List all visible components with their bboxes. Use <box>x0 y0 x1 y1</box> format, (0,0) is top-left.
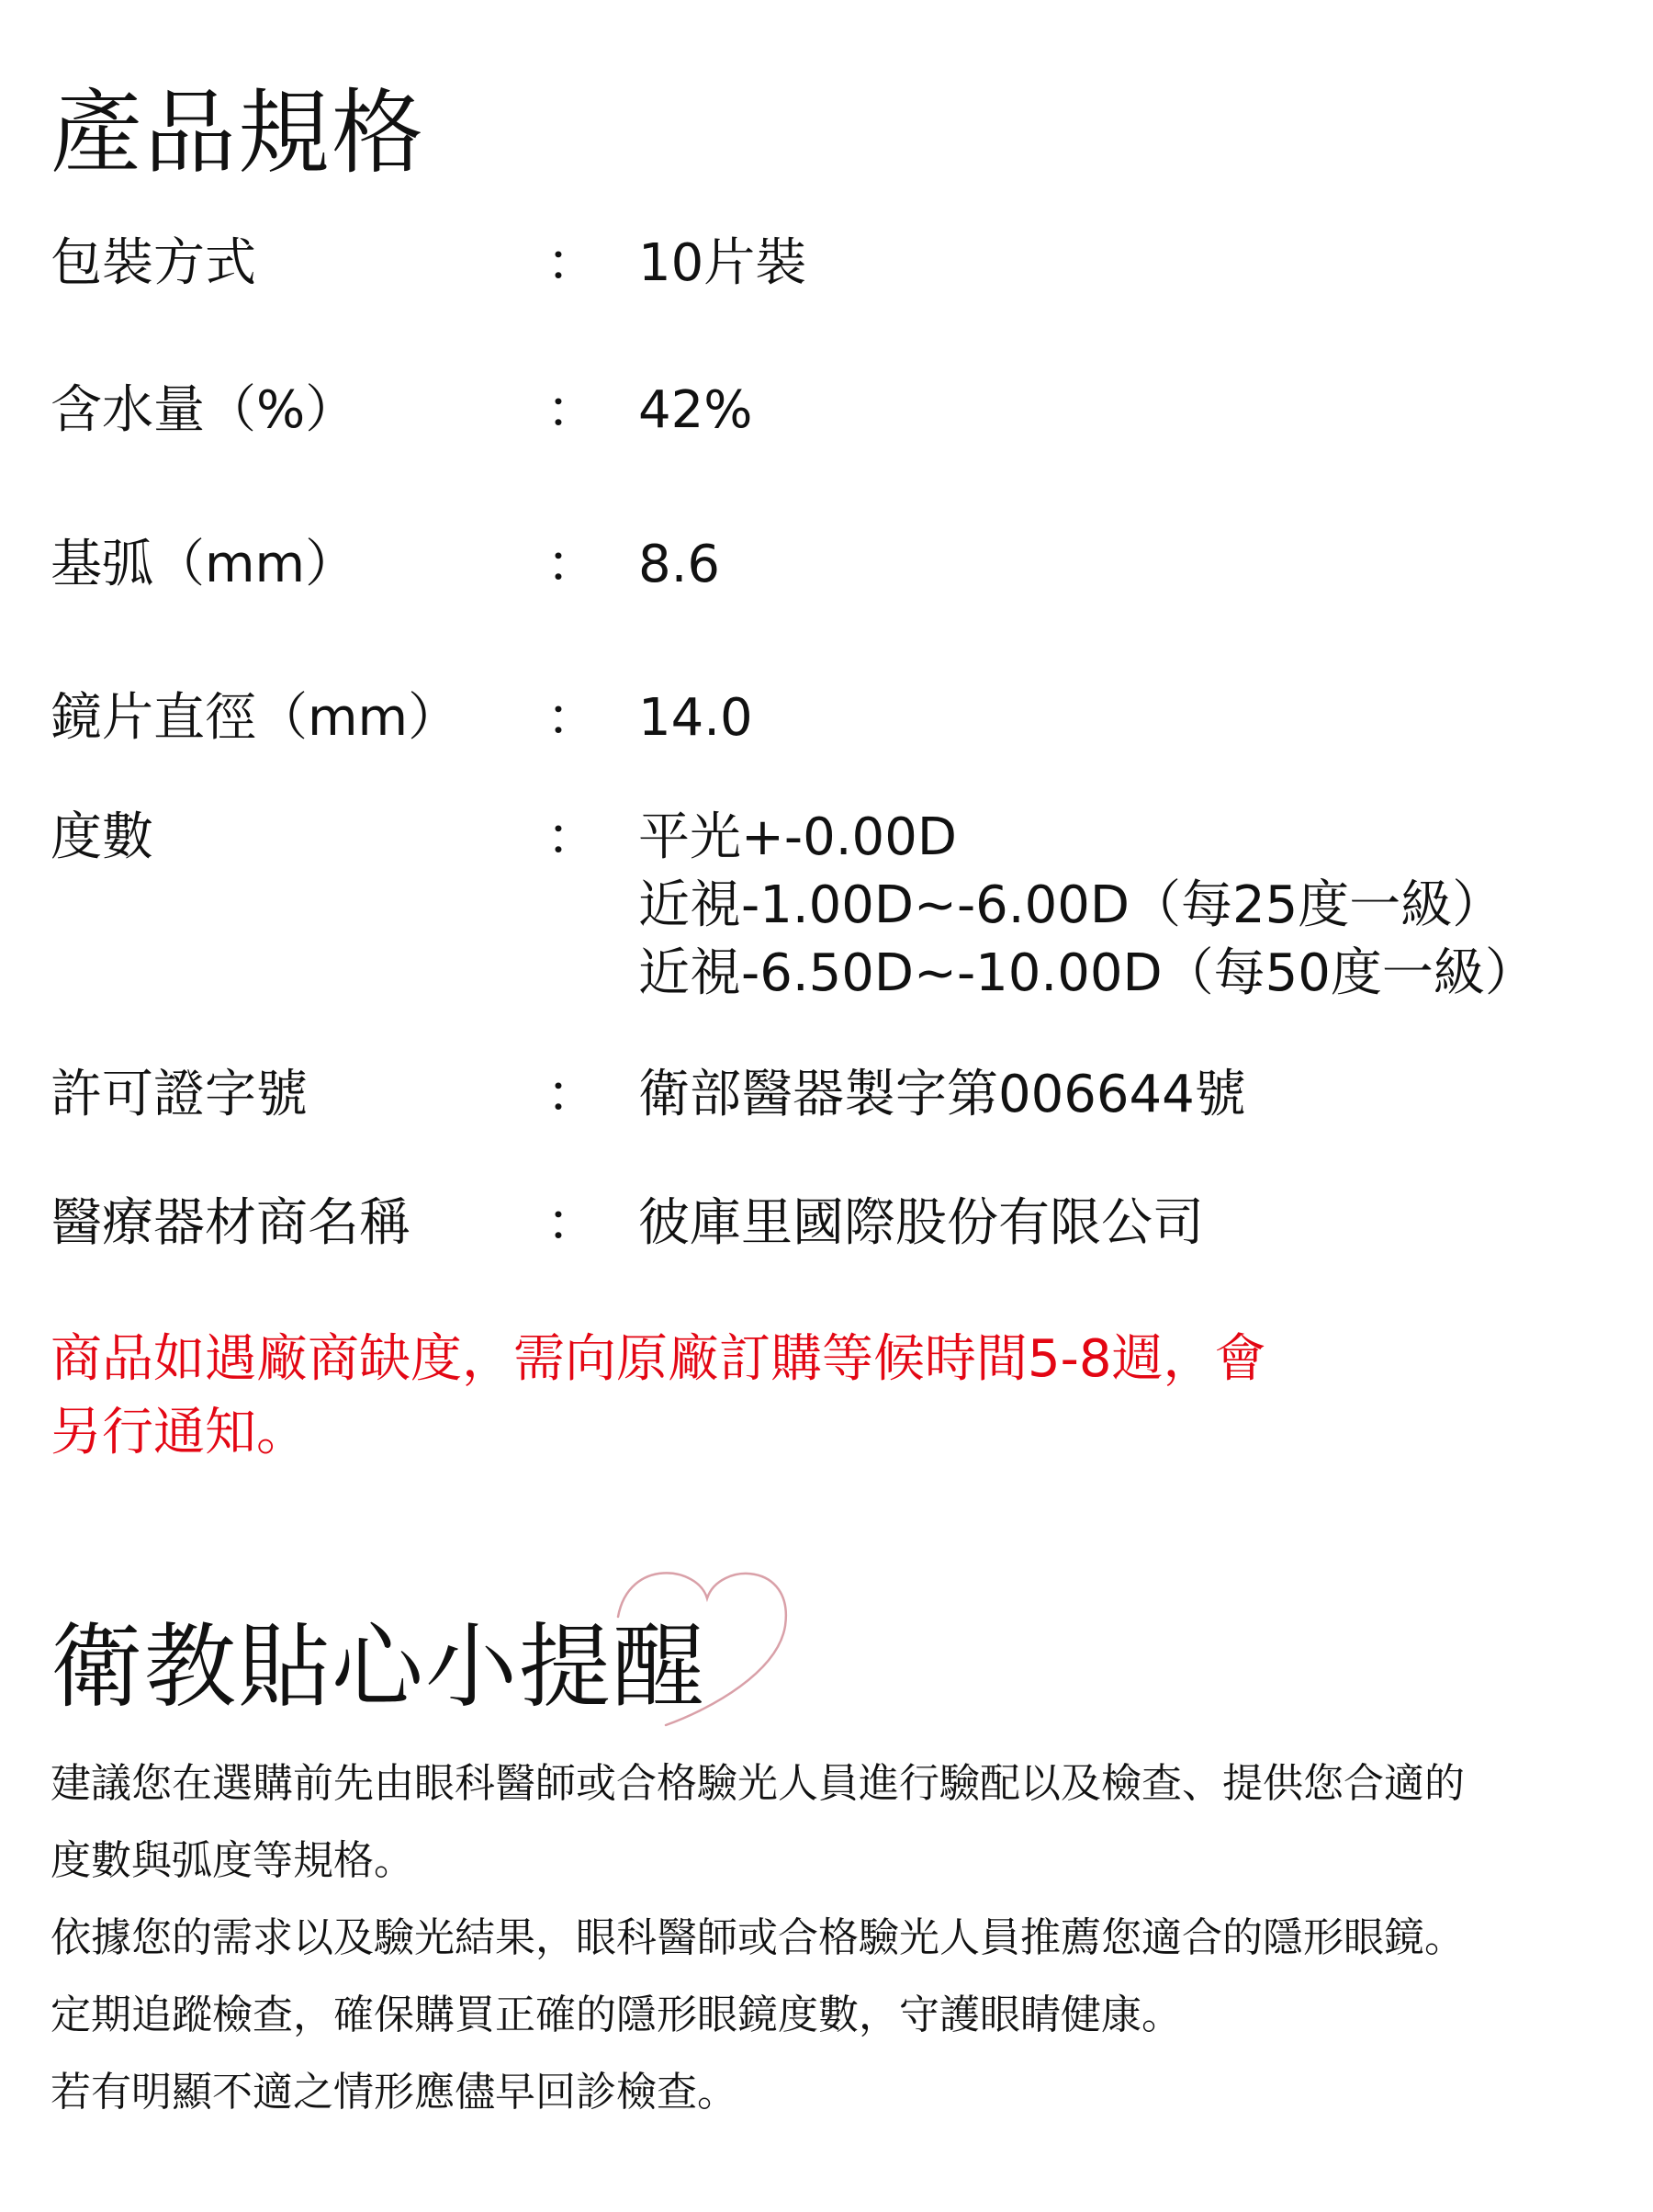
spec-value-line: 14.0 <box>638 688 753 748</box>
spec-colon: ： <box>546 535 598 594</box>
spec-value <box>638 531 720 599</box>
spec-value <box>638 377 752 445</box>
spec-colon: ： <box>546 807 598 867</box>
spec-colon: ： <box>546 1065 598 1124</box>
spec-value <box>638 804 1536 1008</box>
stock-notice <box>51 1323 1428 1470</box>
spec-colon: ： <box>546 688 598 748</box>
spec-label: 包裝方式 <box>51 233 256 293</box>
spec-value-line: 衛部醫器製字第006644號 <box>638 1065 1246 1124</box>
tip-line: 若有明顯不適之情形應儘早回診檢查。 <box>51 2069 737 2116</box>
spec-label: 度數 <box>51 807 153 867</box>
tip-line: 依據您的需求以及驗光結果，眼科醫師或合格驗光人員推薦您適合的隱形眼鏡。 <box>51 1914 1465 1961</box>
tips-body <box>51 1745 1612 2131</box>
spec-label: 許可證字號 <box>51 1065 308 1124</box>
spec-colon: ： <box>546 233 598 293</box>
spec-value-line: 10片裝 <box>638 233 807 293</box>
spec-label: 基弧（mm） <box>51 535 357 594</box>
notice-line: 商品如遇廠商缺度，需向原廠訂購等候時間5-8週，會 <box>51 1329 1266 1389</box>
spec-value-line: 近視-6.50D~-10.00D（每50度一級） <box>638 943 1536 1003</box>
spec-colon: ： <box>546 1193 598 1253</box>
tip-line: 度數與弧度等規格。 <box>51 1837 414 1884</box>
spec-value-line: 近視-1.00D~-6.00D（每25度一級） <box>638 875 1504 935</box>
spec-label: 鏡片直徑（mm） <box>51 688 460 748</box>
spec-value <box>638 1061 1246 1129</box>
spec-value-line: 8.6 <box>638 535 721 594</box>
spec-title: 產品規格 <box>51 79 425 186</box>
tips-title: 衛教貼心小提醒 <box>51 1613 706 1721</box>
spec-value-line: 42% <box>638 380 753 440</box>
spec-label: 醫療器材商名稱 <box>51 1193 410 1253</box>
spec-value <box>638 1190 1204 1258</box>
spec-value-line: 彼庫里國際股份有限公司 <box>638 1193 1204 1253</box>
spec-value <box>638 684 753 752</box>
notice-line: 另行通知。 <box>51 1403 308 1462</box>
spec-colon: ： <box>546 380 598 440</box>
tip-line: 建議您在選購前先由眼科醫師或合格驗光人員進行驗配以及檢查、提供您合適的 <box>51 1760 1465 1807</box>
spec-value-line: 平光+-0.00D <box>638 807 957 867</box>
spec-value <box>638 230 806 298</box>
tip-line: 定期追蹤檢查，確保購買正確的隱形眼鏡度數，守護眼睛健康。 <box>51 1992 1182 2038</box>
spec-label: 含水量（%） <box>51 380 357 440</box>
